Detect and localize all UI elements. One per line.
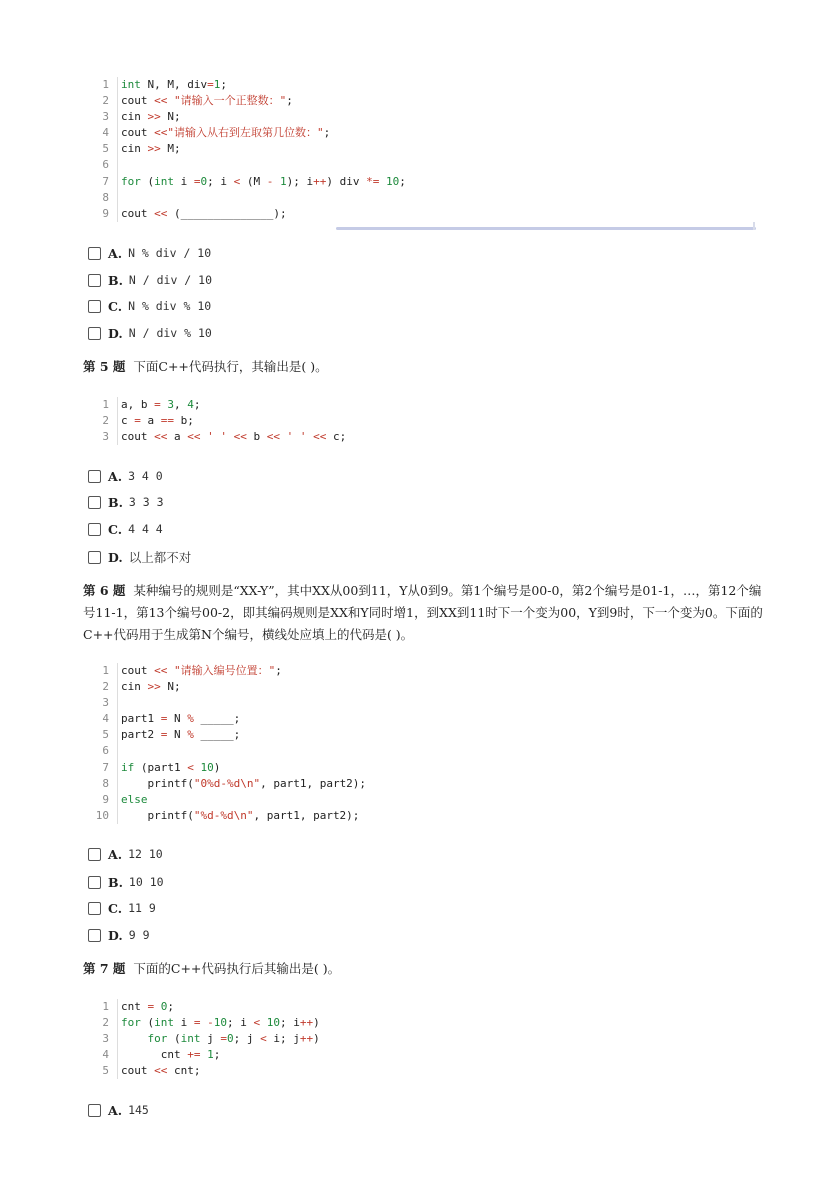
- line-number: 4: [102, 712, 109, 726]
- checkbox[interactable]: [88, 1104, 101, 1117]
- line-number: 1: [102, 78, 109, 91]
- horizontal-scrollbar[interactable]: [336, 227, 756, 230]
- checkbox[interactable]: [88, 902, 101, 915]
- line-number: 3: [102, 1032, 109, 1046]
- question-7: 第 7 题 下面的C++代码执行后其输出是( )。: [83, 961, 341, 976]
- code-line: [93, 109, 406, 125]
- line-number: 8: [102, 776, 109, 790]
- code-line: [93, 743, 366, 759]
- line-number: 8: [102, 190, 109, 204]
- option-d[interactable]: D. 以上都不对: [88, 548, 191, 566]
- code-text: [117, 695, 128, 711]
- line-number: 4: [102, 1048, 109, 1062]
- code-text: cout << cnt;: [117, 1063, 201, 1079]
- option-d[interactable]: D. 9 9: [88, 926, 150, 944]
- code-line: [93, 190, 406, 206]
- code-line: [93, 808, 366, 824]
- checkbox[interactable]: [88, 300, 101, 313]
- code-text: c = a == b;: [117, 413, 194, 429]
- code-line: [93, 1063, 320, 1079]
- scrollbar-end: [753, 222, 755, 230]
- code-text: for (int i = -10; i < 10; i++): [117, 1015, 320, 1031]
- code-text: part1 = N % _____;: [117, 711, 240, 727]
- code-line: [93, 1047, 320, 1063]
- code-text: cout <<"请输入从右到左取第几位数：";: [117, 125, 330, 141]
- code-text: else: [117, 792, 148, 808]
- line-number: 2: [102, 414, 109, 428]
- line-number: 6: [102, 158, 109, 172]
- line-number: 3: [102, 430, 109, 444]
- line-number: 1: [102, 664, 109, 677]
- code-block-q5: [93, 397, 346, 445]
- line-number: 3: [102, 696, 109, 710]
- code-text: cin >> N;: [117, 109, 181, 125]
- line-number: 5: [102, 142, 109, 156]
- code-text: cnt += 1;: [117, 1047, 220, 1063]
- code-block-q7: [93, 999, 320, 1079]
- code-text: [117, 157, 128, 173]
- checkbox[interactable]: [88, 929, 101, 942]
- line-number: 9: [102, 792, 109, 806]
- line-number: 2: [102, 1016, 109, 1030]
- option-b[interactable]: B. 10 10: [88, 873, 164, 891]
- code-line: [93, 999, 320, 1015]
- option-a[interactable]: A. 12 10: [88, 845, 163, 863]
- code-text: printf("0%d-%d\n", part1, part2);: [117, 776, 366, 792]
- line-number: 4: [102, 126, 109, 140]
- line-number: 2: [102, 680, 109, 694]
- code-line: [93, 776, 366, 792]
- code-line: [93, 1031, 320, 1047]
- option-a[interactable]: A. 145: [88, 1101, 149, 1119]
- option-b[interactable]: B. N / div / 10: [88, 271, 212, 289]
- code-text: cin >> N;: [117, 679, 181, 695]
- option-b[interactable]: B. 3 3 3: [88, 493, 164, 511]
- checkbox[interactable]: [88, 327, 101, 340]
- question-6: 第 6 题 某种编号的规则是“XX-Y”，其中XX从00到11，Y从0到9。第1个编号是00-0，第2个编号是01-1，…，第12个编号11-1，第13个编号00-2，即其编码规则是XX和Y同时增1，到XX到11时下一个变为00，Y到9时，下一个变为0。下面的C++代码用于生成第N个编号，横线处应填上的代码是( )。: [83, 583, 763, 642]
- code-line: [93, 663, 366, 679]
- option-c[interactable]: C. 4 4 4: [88, 520, 163, 538]
- code-line: [93, 695, 366, 711]
- code-line: [93, 679, 366, 695]
- line-number: 5: [102, 1064, 109, 1078]
- question-5: 第 5 题 下面C++代码执行，其输出是( )。: [83, 359, 328, 374]
- code-block-q4: [93, 77, 406, 222]
- checkbox[interactable]: [88, 247, 101, 260]
- code-text: a, b = 3, 4;: [117, 397, 201, 413]
- line-number: 2: [102, 94, 109, 108]
- code-text: cin >> M;: [117, 141, 181, 157]
- option-d[interactable]: D. N / div % 10: [88, 324, 212, 342]
- code-line: [93, 206, 406, 222]
- line-number: 10: [95, 808, 109, 822]
- option-c[interactable]: C. N % div % 10: [88, 297, 211, 315]
- line-number: 9: [102, 206, 109, 220]
- code-line: [93, 125, 406, 141]
- code-line: [93, 174, 406, 190]
- code-text: if (part1 < 10): [117, 760, 220, 776]
- code-line: [93, 141, 406, 157]
- code-text: part2 = N % _____;: [117, 727, 240, 743]
- line-number: 1: [102, 1000, 109, 1013]
- code-line: [93, 711, 366, 727]
- code-text: [117, 190, 128, 206]
- code-text: cout << "请输入一个正整数：";: [117, 93, 293, 109]
- code-line: [93, 792, 366, 808]
- code-line: [93, 727, 366, 743]
- line-number: 6: [102, 744, 109, 758]
- line-number: 5: [102, 728, 109, 742]
- checkbox[interactable]: [88, 470, 101, 483]
- code-block-q6: [93, 663, 366, 824]
- code-text: [117, 743, 128, 759]
- line-number: 7: [102, 174, 109, 188]
- option-a[interactable]: A. N % div / 10: [88, 244, 211, 262]
- checkbox[interactable]: [88, 876, 101, 889]
- code-line: [93, 397, 346, 413]
- checkbox[interactable]: [88, 523, 101, 536]
- code-line: [93, 93, 406, 109]
- checkbox[interactable]: [88, 848, 101, 861]
- code-line: [93, 1015, 320, 1031]
- code-line: [93, 157, 406, 173]
- option-a[interactable]: A. 3 4 0: [88, 467, 163, 485]
- checkbox[interactable]: [88, 551, 101, 564]
- code-text: cout << a << ' ' << b << ' ' << c;: [117, 429, 346, 445]
- code-text: int N, M, div=1;: [117, 77, 227, 93]
- code-line: [93, 77, 406, 93]
- option-c[interactable]: C. 11 9: [88, 899, 156, 917]
- line-number: 3: [102, 110, 109, 124]
- code-line: [93, 429, 346, 445]
- checkbox[interactable]: [88, 496, 101, 509]
- line-number: 1: [102, 398, 109, 411]
- code-text: cout << (______________);: [117, 206, 287, 222]
- code-text: cout << "请输入编号位置：";: [117, 663, 282, 679]
- code-text: printf("%d-%d\n", part1, part2);: [117, 808, 359, 824]
- checkbox[interactable]: [88, 274, 101, 287]
- code-line: [93, 413, 346, 429]
- code-line: [93, 760, 366, 776]
- code-text: cnt = 0;: [117, 999, 174, 1015]
- code-text: for (int j =0; j < i; j++): [117, 1031, 320, 1047]
- line-number: 7: [102, 760, 109, 774]
- code-text: for (int i =0; i < (M - 1); i++) div *= 10;: [117, 174, 406, 190]
